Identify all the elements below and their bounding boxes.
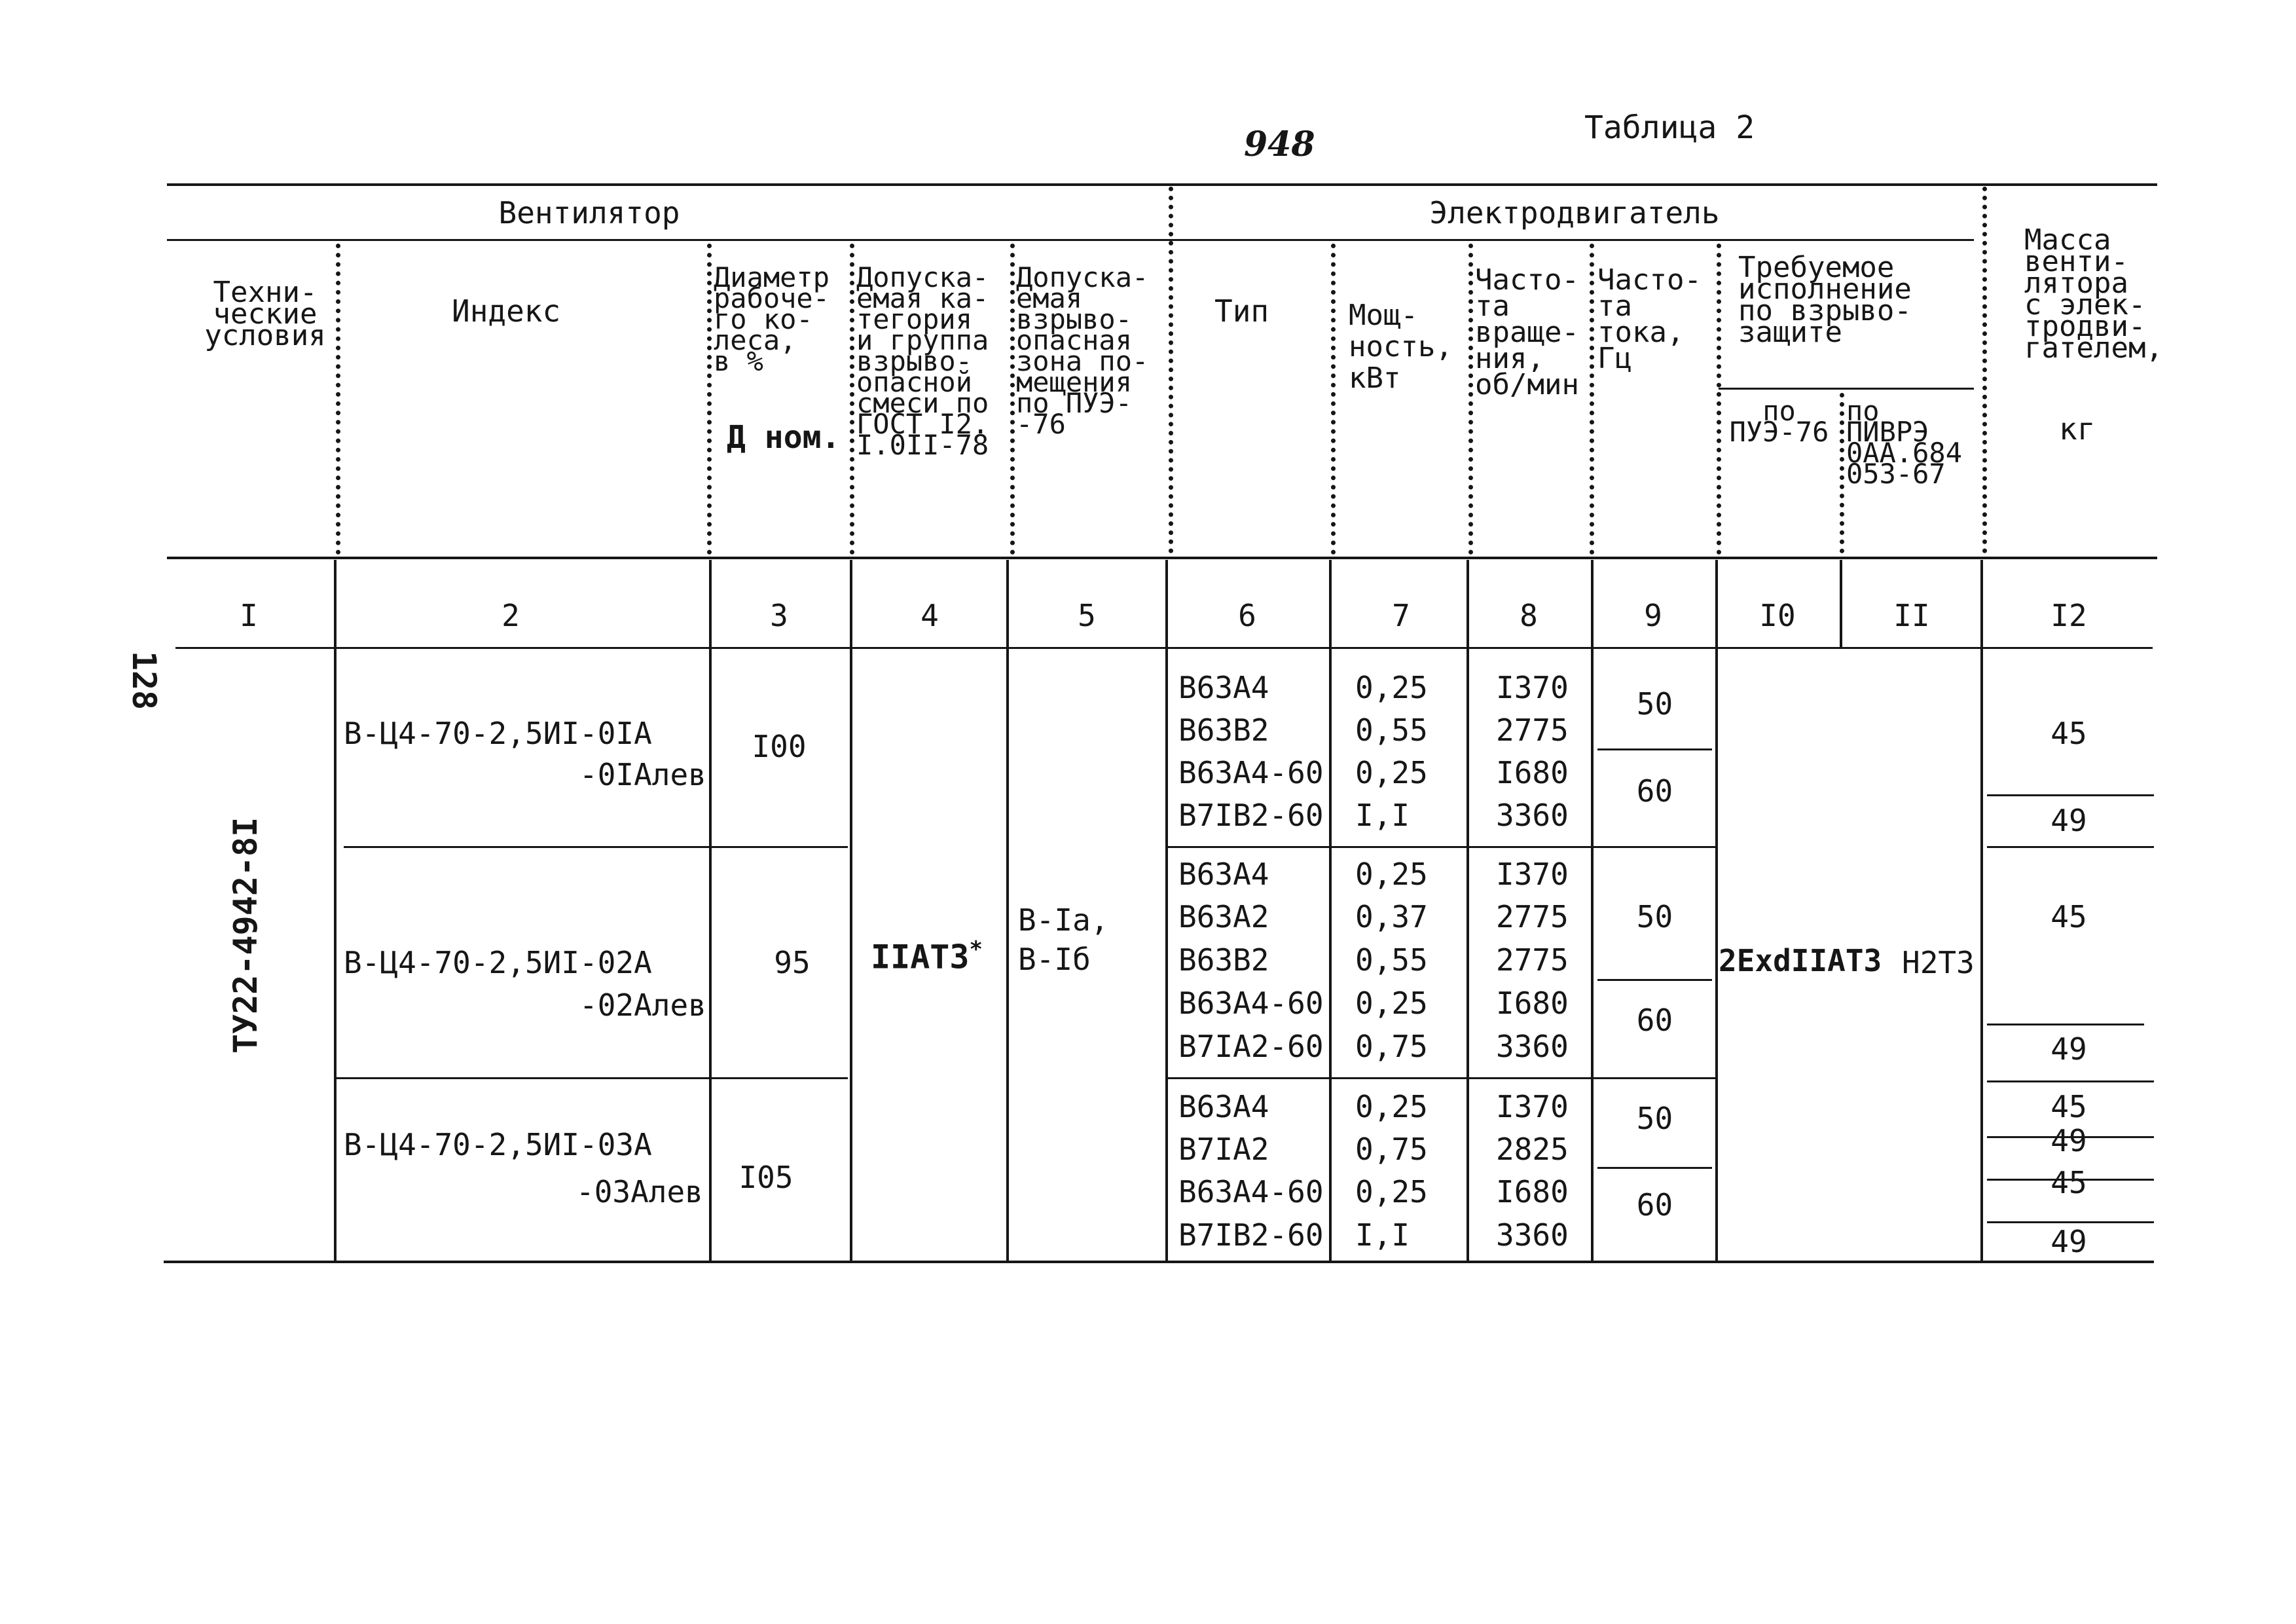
explosion-pue-value: 2ЕхdIIАТ3 — [1719, 943, 1882, 978]
rpm-g3-r3: I680 — [1496, 1174, 1569, 1209]
group-header-fan: Вентилятор — [498, 195, 680, 231]
motor-type-g2-r3: В63В2 — [1178, 942, 1269, 978]
power-g1-r1: 0,25 — [1355, 670, 1428, 705]
group2-rule-motor — [1165, 1077, 1715, 1079]
freq-g3-b: 60 — [1636, 1187, 1673, 1223]
mass-g3-a: 45 — [2050, 1089, 2087, 1124]
motor-type-g1-r1: В63А4 — [1178, 670, 1269, 705]
motor-type-g2-r5: В7IА2-60 — [1178, 1029, 1324, 1064]
header-mass: Масса венти- лятора с элек- тродви- гателем, — [2024, 223, 2163, 365]
column-numbers-rule — [175, 647, 2153, 649]
freq-g1-a: 50 — [1636, 686, 1673, 722]
hdr-sep-8 — [1590, 244, 1594, 555]
hdr-sep-4 — [1010, 244, 1015, 555]
mass-g3-c: 45 — [2050, 1165, 2087, 1200]
table-title: Таблица 2 — [1584, 109, 1755, 146]
rpm-g3-r1: I370 — [1496, 1089, 1569, 1124]
column-number-10: I0 — [1759, 598, 1796, 633]
category-footnote-mark: * — [969, 936, 983, 963]
header-index: Индекс — [452, 293, 561, 329]
header-bottom-rule — [167, 557, 2157, 559]
col-line-5 — [1165, 560, 1168, 1261]
power-g2-r2: 0,37 — [1355, 899, 1428, 934]
rpm-g2-r3: 2775 — [1496, 942, 1569, 978]
freq-g2-a: 50 — [1636, 899, 1673, 934]
power-g1-r2: 0,55 — [1355, 712, 1428, 748]
index-g2-line1: В-Ц4-70-2,5ИI-02А — [344, 945, 652, 980]
diameter-g2: 95 — [774, 945, 811, 980]
power-g3-r1: 0,25 — [1355, 1089, 1428, 1124]
index-g3-line2: -03Алев — [576, 1174, 703, 1209]
rpm-g1-r3: I680 — [1496, 755, 1569, 790]
mass-g1-b: 49 — [2050, 803, 2087, 838]
mass-split-2 — [1987, 1024, 2144, 1025]
power-g2-r1: 0,25 — [1355, 857, 1428, 892]
hdr-sep-6 — [1331, 244, 1336, 555]
header-frequency: Часто- та тока, Гц — [1597, 263, 1702, 375]
column-number-2: 2 — [501, 598, 520, 633]
column-number-5: 5 — [1078, 598, 1096, 633]
hdr-sep-10 — [1840, 393, 1844, 553]
technical-conditions-value: ТУ22-4942-8I — [227, 817, 264, 1054]
column-number-8: 8 — [1520, 598, 1538, 633]
col-line-1 — [334, 560, 337, 1261]
table-top-rule — [167, 183, 2157, 186]
rpm-g2-r1: I370 — [1496, 857, 1569, 892]
mass-g2-a: 45 — [2050, 899, 2087, 934]
group2-rule-mass — [1987, 1080, 2154, 1082]
power-g3-r3: 0,25 — [1355, 1174, 1428, 1209]
column-number-6: 6 — [1238, 598, 1256, 633]
hdr-sep-9 — [1717, 244, 1721, 555]
rpm-g2-r4: I680 — [1496, 986, 1569, 1021]
explosion-pivre-value: Н2Т3 — [1902, 945, 1975, 980]
required-subheader-rule — [1719, 388, 1974, 390]
header-by-pue: по ПУЭ-76 — [1729, 395, 1829, 448]
header-type: Тип — [1214, 293, 1269, 329]
power-g2-r4: 0,25 — [1355, 986, 1428, 1021]
hdr-sep-7 — [1468, 244, 1473, 555]
freq-split-3 — [1597, 1167, 1712, 1169]
header-technical-conditions: Техни- ческие условия — [204, 276, 326, 352]
column-number-7: 7 — [1392, 598, 1410, 633]
rpm-g1-r4: 3360 — [1496, 798, 1569, 833]
column-number-9: 9 — [1644, 598, 1662, 633]
diameter-g3: I05 — [738, 1160, 793, 1195]
freq-g1-b: 60 — [1636, 773, 1673, 809]
header-category: Допуска- емая ка- тегория и группа взрыво- опасной смеси по ГОСТ I2. I.0II-78 — [856, 261, 989, 461]
category-text: IIАТ3 — [871, 938, 970, 976]
rpm-g3-r2: 2825 — [1496, 1132, 1569, 1167]
freq-g2-b: 60 — [1636, 1003, 1673, 1038]
rpm-g3-r4: 3360 — [1496, 1217, 1569, 1253]
column-number-4: 4 — [920, 598, 939, 633]
index-g3-line1: В-Ц4-70-2,5ИI-03А — [344, 1127, 652, 1162]
col-line-8 — [1591, 560, 1594, 1261]
rpm-g1-r1: I370 — [1496, 670, 1569, 705]
group1-rule-mass — [1987, 846, 2154, 848]
mass-g2-b: 49 — [2050, 1031, 2087, 1067]
hdr-sep-2 — [707, 244, 712, 555]
rpm-g1-r2: 2775 — [1496, 712, 1569, 748]
header-diameter: Диаметр рабоче- го ко- леса, в % — [714, 261, 830, 377]
header-zone: Допуска- емая взрыво- опасная зона по- мещения по ПУЭ- -76 — [1016, 261, 1149, 440]
mass-g1-a: 45 — [2050, 716, 2087, 751]
index-g1-line1: В-Ц4-70-2,5ИI-0IА — [344, 716, 652, 751]
index-g1-line2: -0IАлев — [579, 757, 706, 792]
motor-type-g1-r4: В7IВ2-60 — [1178, 798, 1324, 833]
col-line-2 — [709, 560, 712, 1261]
column-number-1: I — [240, 598, 258, 633]
zone-value: В-Iа, В-Iб — [1018, 902, 1109, 977]
freq-split-2 — [1597, 979, 1712, 981]
col-line-6 — [1329, 560, 1332, 1261]
power-g1-r3: 0,25 — [1355, 755, 1428, 790]
motor-type-g1-r3: В63А4-60 — [1178, 755, 1324, 790]
col-line-4 — [1006, 560, 1009, 1261]
table-bottom-rule — [164, 1261, 2154, 1263]
motor-type-g1-r2: В63В2 — [1178, 712, 1269, 748]
group-header-rule — [167, 239, 1974, 241]
category-value — [871, 936, 983, 976]
motor-type-g3-r3: В63А4-60 — [1178, 1174, 1324, 1209]
freq-split-1 — [1597, 748, 1712, 750]
motor-type-g3-r4: В7IВ2-60 — [1178, 1217, 1324, 1253]
header-by-pivre: по ПИВРЭ 0АА.684 053-67 — [1846, 395, 1963, 490]
power-g1-r4: I,I — [1355, 798, 1410, 833]
group2-rule-left — [334, 1077, 848, 1079]
mass-split-1 — [1987, 794, 2154, 796]
hdr-sep-11 — [1982, 187, 1987, 553]
motor-type-g3-r2: В7IА2 — [1178, 1132, 1269, 1167]
col-line-9 — [1715, 560, 1718, 1261]
motor-type-g2-r1: В63А4 — [1178, 857, 1269, 892]
motor-type-g3-r1: В63А4 — [1178, 1089, 1269, 1124]
header-rpm: Часто- та враще- ния, об/мин — [1475, 263, 1579, 401]
hdr-sep-5 — [1169, 187, 1173, 553]
column-number-12: I2 — [2050, 598, 2087, 633]
group-header-required: Требуемое исполнение по взрыво- защите — [1738, 251, 1912, 349]
col-line-7 — [1467, 560, 1469, 1261]
power-g3-r2: 0,75 — [1355, 1132, 1428, 1167]
col-line-3 — [850, 560, 852, 1261]
col-line-10 — [1840, 560, 1842, 648]
side-page-number: 128 — [125, 650, 164, 710]
power-g3-r4: I,I — [1355, 1217, 1410, 1253]
power-g2-r3: 0,55 — [1355, 942, 1428, 978]
header-power: Мощ- ность, кВт — [1349, 299, 1453, 395]
col-line-11 — [1980, 560, 1983, 1261]
power-g2-r5: 0,75 — [1355, 1029, 1428, 1064]
rpm-g2-r5: 3360 — [1496, 1029, 1569, 1064]
index-g2-line2: -02Алев — [579, 987, 706, 1023]
motor-type-g2-r4: В63А4-60 — [1178, 986, 1324, 1021]
group1-rule-motor — [1165, 846, 1715, 848]
mass-g3-d: 49 — [2050, 1224, 2087, 1259]
mass-g3-b: 49 — [2050, 1123, 2087, 1158]
freq-g3-a: 50 — [1636, 1101, 1673, 1136]
column-number-3: 3 — [770, 598, 788, 633]
motor-type-g2-r2: В63А2 — [1178, 899, 1269, 934]
hdr-sep-3 — [850, 244, 854, 555]
handwritten-page-number: 948 — [1244, 124, 1315, 164]
header-mass-unit: кг — [2059, 411, 2096, 447]
diameter-g1: I00 — [752, 729, 807, 764]
group-header-motor: Электродвигатель — [1429, 195, 1720, 231]
group1-rule-left — [344, 846, 848, 848]
header-diameter-dnom: Д ном. — [727, 419, 841, 456]
rpm-g2-r2: 2775 — [1496, 899, 1569, 934]
column-number-11: II — [1893, 598, 1930, 633]
